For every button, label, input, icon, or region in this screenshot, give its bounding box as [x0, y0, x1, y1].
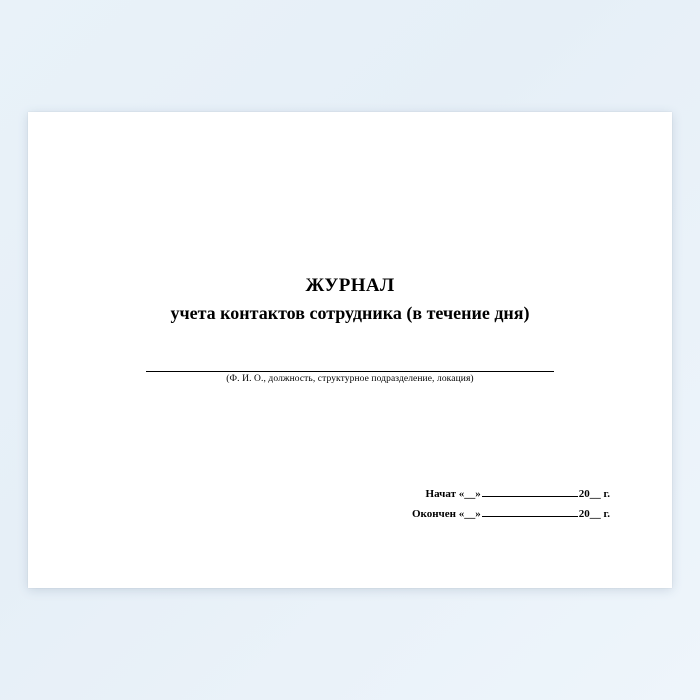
- finished-date-input[interactable]: [482, 505, 578, 517]
- fio-input-line[interactable]: [146, 370, 554, 372]
- started-date-input[interactable]: [482, 485, 578, 497]
- finished-date-label: Окончен «__»: [411, 508, 481, 521]
- fio-field-block: [146, 370, 554, 384]
- fio-caption: (Ф. И. О., должность, структурное подразделение, локация): [226, 374, 474, 384]
- document-title-block: [28, 274, 672, 325]
- dates-block: [412, 484, 610, 525]
- finished-date-row: [412, 504, 610, 524]
- page-subtitle: учета контактов сотрудника (в течение дня): [170, 302, 530, 323]
- document-page: [28, 112, 672, 588]
- finished-date-year: 20__ г.: [578, 508, 610, 521]
- started-date-row: [412, 484, 610, 504]
- page-title: ЖУРНАЛ: [305, 275, 395, 296]
- started-date-label: Начат «__»: [425, 488, 481, 500]
- document-page-content: [28, 112, 672, 588]
- started-date-year: 20__ г.: [578, 488, 610, 500]
